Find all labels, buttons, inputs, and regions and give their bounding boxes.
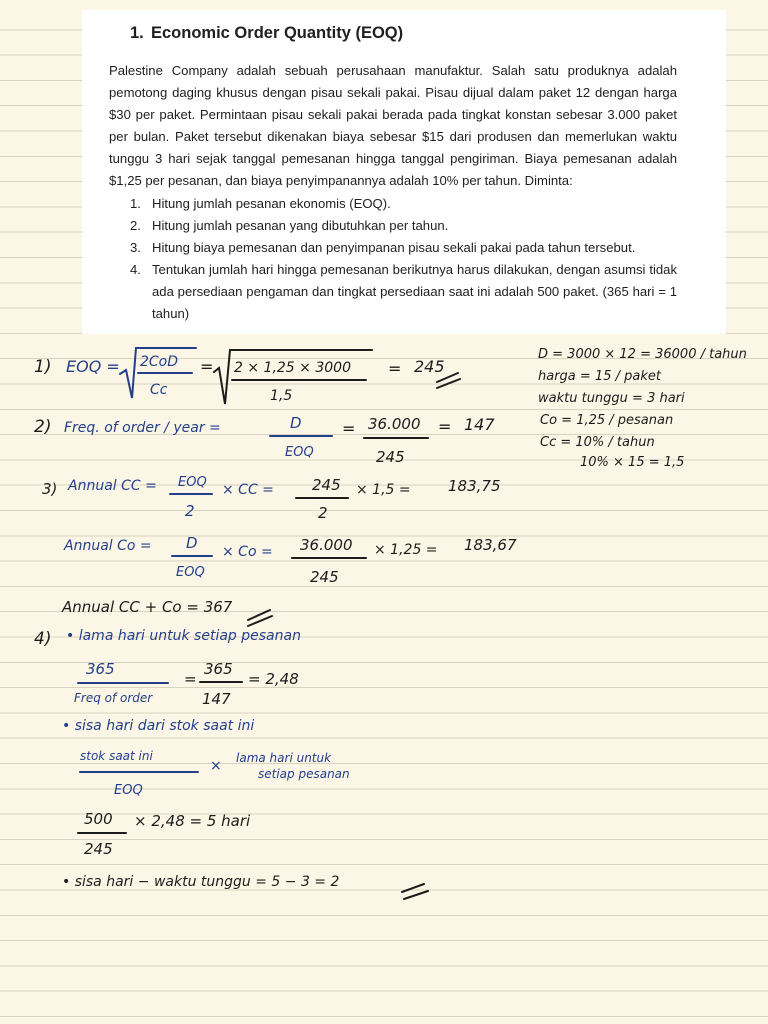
step-4-fraction-4-numerator: 500 (84, 810, 113, 828)
step-4-fraction-2-denominator: 147 (202, 690, 231, 708)
step-4-bullet-2: • sisa hari dari stok saat ini (62, 718, 255, 734)
given-demand: D = 3000 × 12 = 36000 / tahun (538, 347, 747, 362)
task-text: Tentukan jumlah hari hingga pemesanan berikutnya harus dilakukan, dengan asumsi tidak ada persediaan pengaman dan tingkat persediaan saat ini adalah 500 paket. (365 hari = 1 tahun) (152, 261, 677, 322)
step-4-label: 4) (34, 629, 52, 649)
given-price: harga = 15 / paket (538, 369, 661, 384)
step-3-label: 3) (42, 480, 58, 498)
step-1-equals: = (200, 357, 214, 376)
step-3c-total: Annual CC + Co = 367 (62, 598, 233, 616)
step-2-equals: = (342, 419, 356, 438)
step-4-multiply: × (210, 758, 222, 774)
step-2-result: 147 (464, 415, 495, 434)
step-4-result-2: × 2,48 = 5 hari (134, 812, 251, 830)
step-2-frequency (34, 414, 495, 466)
task-text: Hitung jumlah pesanan yang dibutuhkan per tahun. (152, 217, 449, 233)
step-3b-fraction-1-numerator: D (186, 534, 198, 552)
step-4-equals: = (184, 670, 197, 688)
task-number: 1. (130, 195, 141, 211)
step-4-multiply-text-2: setiap pesanan (258, 767, 350, 781)
given-carrying-cost: 10% × 15 = 1,5 (580, 455, 685, 470)
step-2-fraction-2-numerator: 36.000 (368, 415, 421, 433)
step-3-multiply-2: × 1,5 = (356, 482, 411, 498)
step-4-fraction-4-denominator: 245 (84, 840, 113, 858)
step-2-label: 2) (34, 417, 52, 437)
given-lead-time: waktu tunggu = 3 hari (538, 391, 685, 406)
step-4-bullet-3: • sisa hari − waktu tunggu = 5 − 3 = 2 (62, 874, 340, 890)
step-1-equals-2: = (388, 359, 402, 378)
given-order-cost: Co = 1,25 / pesanan (540, 413, 674, 428)
step-3b-result: 183,67 (464, 536, 517, 554)
double-underline (402, 884, 428, 899)
step-1-numerator: 2 × 1,25 × 3000 (234, 360, 351, 376)
step-3-fraction-1-numerator: EOQ (178, 475, 207, 490)
step-3-total (61, 598, 272, 626)
step-3b-multiply-2: × 1,25 = (374, 542, 438, 558)
task-number: 4. (130, 261, 141, 277)
given-carrying-rate: Cc = 10% / tahun (540, 435, 655, 450)
step-2-fraction-1-denominator: EOQ (285, 445, 314, 460)
step-4-fraction-2-numerator: 365 (204, 660, 233, 678)
task-number: 2. (130, 217, 141, 233)
sqrt-symbol (214, 350, 372, 404)
step-3b-fraction-1-denominator: EOQ (176, 565, 205, 580)
step-3b-fraction-2-numerator: 36.000 (300, 536, 353, 554)
step-3-fraction-1-denominator: 2 (185, 502, 195, 520)
given-values (538, 347, 747, 470)
problem-number: 1. (130, 24, 144, 42)
step-2-fraction-2-denominator: 245 (376, 448, 405, 466)
step-3-annual-co (63, 534, 517, 586)
step-4-fraction-3-denominator: EOQ (114, 783, 143, 798)
task-text: Hitung jumlah pesanan ekonomis (EOQ). (152, 195, 391, 211)
problem-intro: Palestine Company adalah sebuah perusahaan manufaktur. Salah satu produknya adalah pemotong daging khusus dengan pisau sekali pakai. Pisau dijual dalam paket 12 dengan harga $30 per paket. Permintaan pisau sekali pakai berada pada tingkat konstan sebesar 3.000 paket per bulan. Paket tersebut dikenakan biaya sebesar $15 dari produsen dan memerlukan waktu tunggu 3 hari sejak tanggal pemesanan hingga tanggal pengiriman. Biaya pemesanan adalah $1,25 per pesanan, dan biaya penyimpanannya adalah 10% per tahun. Diminta: (109, 63, 677, 189)
step-4-fraction-3-numerator: stok saat ini (80, 749, 153, 763)
step-1-result: 245 (414, 357, 445, 376)
double-underline (248, 610, 272, 626)
task-text: Hitung biaya pemesanan dan penyimpanan pisau sekali pakai pada tahun tersebut. (152, 239, 636, 255)
step-4-result-1: = 2,48 (248, 670, 299, 688)
step-3-fraction-2-numerator: 245 (312, 476, 341, 494)
step-3b-lhs: Annual Co = (64, 538, 152, 554)
step-3-result: 183,75 (448, 477, 501, 495)
step-1-label: 1) (34, 357, 52, 377)
step-4-fraction-1-denominator: Freq of order (74, 691, 153, 705)
step-4-days (34, 628, 428, 899)
step-3b-multiply-1: × Co = (222, 544, 273, 560)
step-1-lhs: EOQ = (66, 357, 120, 376)
step-2-equals-2: = (438, 417, 452, 436)
step-3b-fraction-2-denominator: 245 (310, 568, 339, 586)
step-3-annual-cc (42, 475, 501, 522)
step-1-eoq (34, 348, 460, 404)
problem-title-text: Economic Order Quantity (EOQ) (151, 24, 404, 42)
step-3-fraction-2-denominator: 2 (318, 504, 328, 522)
step-4-fraction-1-numerator: 365 (86, 660, 115, 678)
step-2-fraction-1-numerator: D (290, 414, 302, 432)
step-3-multiply-1: × CC = (222, 482, 274, 498)
step-2-lhs: Freq. of order / year = (64, 420, 221, 436)
step-3-lhs: Annual CC = (68, 478, 157, 494)
step-4-multiply-text-1: lama hari untuk (236, 751, 332, 765)
task-number: 3. (130, 239, 141, 255)
step-1-sqrt-numerator: 2CoD (140, 354, 179, 370)
step-4-bullet-1: • lama hari untuk setiap pesanan (66, 628, 301, 644)
step-1-sqrt-denominator: Cc (150, 382, 168, 398)
step-1-denominator: 1,5 (270, 388, 293, 404)
